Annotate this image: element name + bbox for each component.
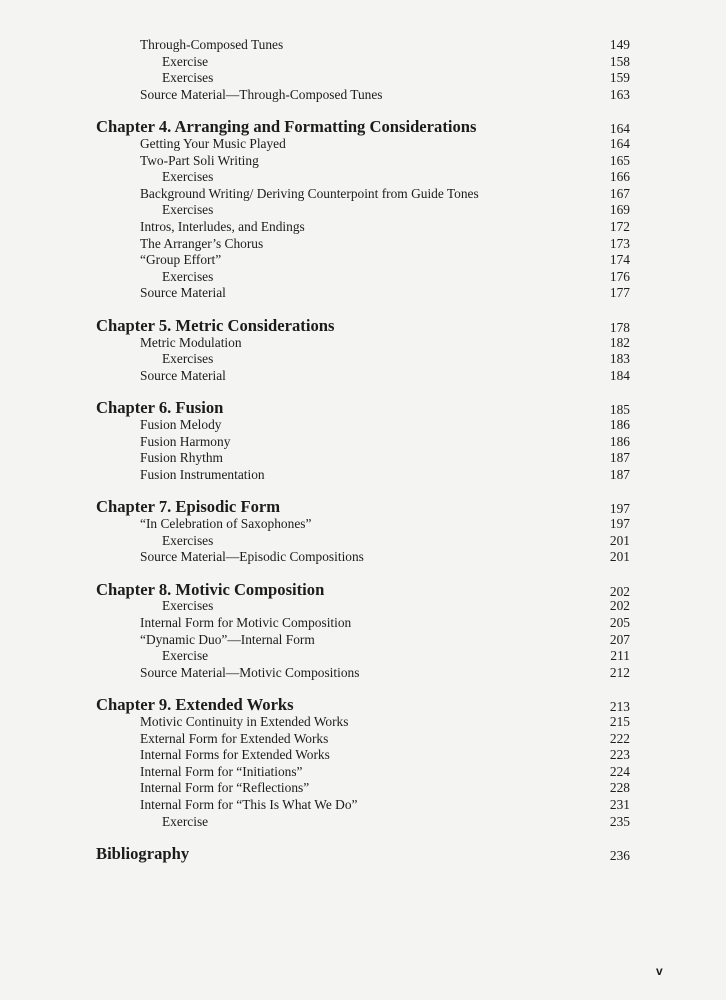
page-ref: 169 (609, 202, 630, 218)
page-ref: 201 (609, 532, 630, 548)
section-title: Internal Form for Motivic Composition (140, 615, 352, 630)
section-title: Source Material—Motivic Compositions (140, 664, 360, 680)
toc-entry (0, 251, 726, 269)
page-ref: 187 (609, 450, 630, 466)
page-ref: 178 (609, 320, 630, 335)
toc-entry (0, 185, 726, 203)
section-title: Getting Your Music Played (140, 136, 286, 151)
toc-entry (0, 350, 726, 368)
toc-entry (0, 515, 726, 533)
section-title: Source Material—Through-Composed Tunes (140, 86, 383, 102)
toc-entry (0, 36, 726, 54)
section-title: Metric Modulation (140, 334, 242, 350)
toc-entry (0, 548, 726, 566)
section-title: Exercises (162, 70, 214, 86)
page-ref: 201 (609, 549, 630, 565)
page-ref: 183 (609, 351, 630, 367)
toc-entry (0, 779, 726, 797)
page-ref: 159 (609, 70, 630, 86)
toc-entry (0, 334, 726, 352)
page-ref: 185 (609, 402, 630, 418)
page-ref: 177 (609, 285, 630, 301)
section-title: Exercises (162, 598, 214, 614)
page-ref: 231 (609, 797, 630, 812)
chapter-title: Chapter 4. Arranging and Formatting Considerations (96, 117, 477, 137)
page-ref: 164 (609, 136, 630, 151)
toc-chapter-entry (0, 845, 726, 863)
toc-entry (0, 813, 726, 831)
toc-chapter-entry (0, 696, 726, 714)
toc-entry (0, 168, 726, 186)
section-title: The Arranger’s Chorus (140, 235, 264, 251)
toc-chapter-entry (0, 118, 726, 136)
section-title: Exercise (162, 53, 209, 69)
page-ref: 205 (609, 615, 630, 630)
section-title: Fusion Harmony (140, 433, 231, 449)
toc-entry (0, 268, 726, 286)
page-ref: 164 (609, 121, 630, 137)
toc-entry (0, 796, 726, 814)
section-title: Exercises (162, 351, 214, 367)
toc-entry (0, 647, 726, 665)
section-title: Exercises (162, 169, 214, 185)
toc-entry (0, 235, 726, 253)
page-ref: 182 (609, 334, 630, 350)
toc-entry (0, 466, 726, 484)
section-title: Internal Forms for Extended Works (140, 747, 330, 763)
toc-entry (0, 152, 726, 170)
section-title: Internal Form for “Initiations” (140, 763, 303, 779)
toc-entry (0, 713, 726, 731)
section-title: Exercise (162, 813, 209, 829)
toc-entry (0, 416, 726, 434)
page-ref: 222 (609, 730, 630, 746)
toc-chapter-entry (0, 317, 726, 335)
page-ref: 173 (609, 235, 630, 251)
toc-entry (0, 449, 726, 467)
page-ref: 172 (609, 219, 630, 234)
toc-entry (0, 614, 726, 632)
chapter-title: Chapter 9. Extended Works (96, 695, 294, 715)
toc-entry (0, 86, 726, 104)
section-title: “Group Effort” (140, 252, 222, 268)
chapter-title: Chapter 7. Episodic Form (96, 497, 281, 517)
toc-entry (0, 746, 726, 764)
page-ref: 213 (609, 699, 630, 715)
page-ref: 174 (609, 252, 630, 268)
section-title: Exercises (162, 532, 214, 548)
toc-entry (0, 135, 726, 153)
page-number: v (656, 964, 663, 978)
section-title: Internal Form for “Reflections” (140, 780, 310, 796)
toc-entry (0, 664, 726, 682)
page-ref: 186 (609, 433, 630, 449)
toc-entry (0, 53, 726, 71)
toc-entry (0, 218, 726, 236)
toc-entry (0, 597, 726, 615)
section-title: Intros, Interludes, and Endings (140, 219, 305, 234)
toc-entry (0, 631, 726, 649)
toc-chapter-entry (0, 581, 726, 599)
page-ref: 186 (609, 417, 630, 432)
section-title: Exercises (162, 202, 214, 218)
page-ref: 212 (609, 664, 630, 680)
page-ref: 211 (610, 648, 630, 664)
section-title: Through-Composed Tunes (140, 37, 284, 52)
section-title: Two-Part Soli Writing (140, 152, 259, 168)
section-title: Exercise (162, 648, 209, 664)
section-title: “Dynamic Duo”—Internal Form (140, 631, 315, 647)
page-ref: 202 (609, 583, 630, 599)
toc-chapter-entry (0, 399, 726, 417)
page-ref: 176 (609, 268, 630, 284)
page-ref: 165 (609, 152, 630, 168)
page-ref: 197 (609, 501, 630, 517)
chapter-title: Chapter 5. Metric Considerations (96, 316, 335, 335)
toc-entry (0, 201, 726, 219)
section-title: Fusion Rhythm (140, 450, 223, 466)
section-title: External Form for Extended Works (140, 730, 329, 746)
toc-entry (0, 532, 726, 550)
section-title: Internal Form for “This Is What We Do” (140, 797, 358, 812)
section-title: Source Material—Episodic Compositions (140, 549, 364, 565)
page-ref: 223 (609, 747, 630, 763)
page-ref: 224 (609, 763, 630, 779)
page-ref: 235 (609, 813, 630, 829)
page-ref: 202 (609, 598, 630, 614)
section-title: Source Material (140, 367, 226, 383)
toc-chapter-entry (0, 498, 726, 516)
toc-entry (0, 284, 726, 302)
section-title: Exercises (162, 268, 214, 284)
toc-entry (0, 69, 726, 87)
page-ref: 158 (609, 53, 630, 69)
page-ref: 197 (609, 516, 630, 531)
chapter-title: Chapter 8. Motivic Composition (96, 579, 325, 599)
section-title: Source Material (140, 285, 226, 301)
page-ref: 228 (609, 780, 630, 796)
page-ref: 166 (609, 169, 630, 185)
toc-entry (0, 763, 726, 781)
page-ref: 215 (609, 714, 630, 729)
section-title: Background Writing/ Deriving Counterpoint from Guide Tones (140, 185, 479, 201)
section-title: “In Celebration of Saxophones” (140, 516, 312, 531)
section-title: Fusion Instrumentation (140, 466, 265, 482)
page-ref: 187 (609, 466, 630, 482)
section-title: Motivic Continuity in Extended Works (140, 714, 349, 729)
toc-entry (0, 367, 726, 385)
chapter-title: Bibliography (96, 844, 190, 864)
page-ref: 184 (609, 367, 630, 383)
chapter-title: Chapter 6. Fusion (96, 398, 224, 418)
page-ref: 236 (609, 848, 630, 864)
toc-entry (0, 433, 726, 451)
toc-entry (0, 730, 726, 748)
section-title: Fusion Melody (140, 417, 222, 432)
page-ref: 149 (609, 37, 630, 52)
page-ref: 167 (609, 185, 630, 201)
page-ref: 163 (609, 86, 630, 102)
page-ref: 207 (609, 631, 630, 647)
